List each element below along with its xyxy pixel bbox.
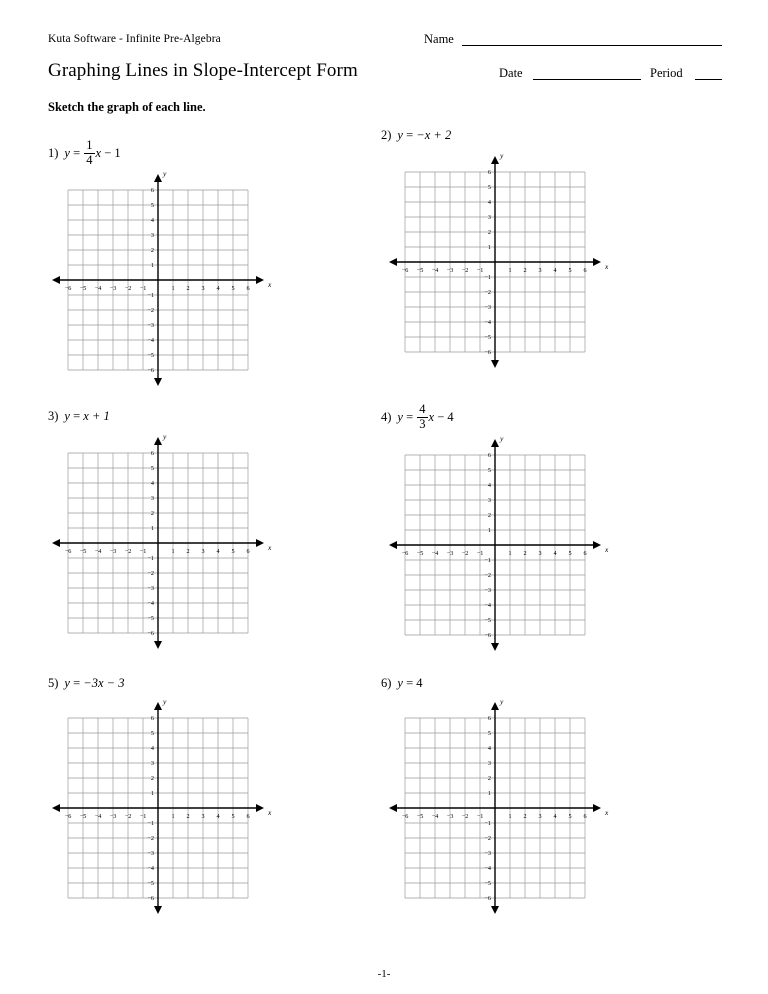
- x-tick-label: −6: [401, 550, 409, 557]
- x-axis-arrow-left: [52, 276, 60, 284]
- software-brand: Kuta Software - Infinite Pre-Algebra: [48, 33, 221, 45]
- coordinate-grid-3[interactable]: [48, 432, 272, 653]
- x-tick-label: −2: [461, 813, 469, 820]
- problem-4-lhs: y: [397, 410, 403, 424]
- x-tick-label: −4: [94, 813, 102, 820]
- y-tick-label: −3: [147, 322, 154, 330]
- y-tick-label: −4: [484, 865, 491, 873]
- x-tick-label: −6: [401, 267, 409, 274]
- x-axis-arrow-right: [256, 804, 264, 812]
- problem-4-fraction: [417, 403, 427, 431]
- x-axis-arrow-left: [389, 258, 397, 266]
- y-tick-label: 1: [150, 262, 154, 270]
- problem-5-statement: [48, 676, 124, 691]
- x-tick-label: 3: [538, 550, 542, 557]
- y-axis-arrow-down: [491, 643, 499, 651]
- y-tick-label: 1: [487, 527, 491, 535]
- x-tick-label: −3: [446, 813, 454, 820]
- problem-6-lhs: y: [397, 676, 403, 690]
- y-tick-label: 1: [487, 244, 491, 252]
- x-axis-arrow-right: [256, 276, 264, 284]
- x-tick-label: −2: [124, 285, 132, 292]
- coordinate-grid-4[interactable]: [385, 434, 609, 655]
- problem-4-variable: x: [428, 410, 435, 424]
- problem-3-number: 3): [48, 409, 59, 423]
- y-tick-label: −2: [484, 572, 491, 580]
- problem-2-number: 2): [381, 128, 392, 142]
- x-axis-arrow-left: [389, 804, 397, 812]
- y-tick-label: −6: [147, 895, 154, 903]
- problem-1-variable: x: [95, 146, 102, 160]
- y-tick-label: −3: [147, 850, 154, 858]
- x-tick-label: −1: [139, 285, 147, 292]
- date-label: Date: [499, 66, 523, 80]
- problem-4-denominator: 3: [419, 417, 426, 432]
- x-tick-label: 6: [583, 267, 587, 274]
- x-tick-label: −6: [401, 813, 409, 820]
- x-tick-label: −4: [94, 548, 102, 555]
- problem-4-equals: =: [406, 410, 414, 424]
- coordinate-grid-5[interactable]: [48, 697, 272, 918]
- coordinate-grid-2[interactable]: [385, 151, 609, 372]
- y-tick-label: 6: [487, 452, 491, 460]
- y-tick-label: −5: [147, 615, 154, 623]
- y-tick-label: 5: [487, 184, 491, 192]
- problem-1-graph[interactable]: [48, 169, 272, 390]
- y-tick-label: −1: [484, 557, 491, 565]
- problem-6-tail: 4: [416, 676, 423, 690]
- problem-2-lhs: y: [397, 128, 403, 142]
- x-axis-arrow-left: [52, 539, 60, 547]
- problem-6-graph[interactable]: [385, 697, 609, 918]
- y-axis-arrow-up: [154, 437, 162, 445]
- problem-1-statement: [48, 140, 121, 168]
- instructions: Sketch the graph of each line.: [48, 100, 206, 114]
- y-tick-label: 2: [487, 775, 491, 783]
- x-tick-label: −4: [94, 285, 102, 292]
- x-tick-label: −3: [446, 550, 454, 557]
- problem-5-graph[interactable]: [48, 697, 272, 918]
- y-axis-arrow-up: [491, 439, 499, 447]
- x-axis-label: x: [268, 543, 272, 552]
- x-tick-label: −1: [139, 813, 147, 820]
- x-axis-arrow-left: [389, 541, 397, 549]
- x-tick-label: 5: [568, 550, 572, 557]
- problem-2-statement: [381, 128, 451, 143]
- x-tick-label: 5: [231, 285, 235, 292]
- y-tick-label: −5: [147, 352, 154, 360]
- y-tick-label: −1: [147, 555, 154, 563]
- y-tick-label: 6: [487, 715, 491, 723]
- y-tick-label: −2: [147, 307, 154, 315]
- x-tick-label: −1: [476, 267, 484, 274]
- y-tick-label: 6: [150, 715, 154, 723]
- x-tick-label: −5: [416, 550, 424, 557]
- y-tick-label: 5: [487, 467, 491, 475]
- x-tick-label: 4: [216, 285, 220, 292]
- x-axis-label: x: [605, 545, 609, 554]
- x-tick-label: −2: [461, 550, 469, 557]
- y-tick-label: −3: [484, 587, 491, 595]
- x-tick-label: −1: [476, 550, 484, 557]
- y-axis-arrow-up: [491, 702, 499, 710]
- problem-5-tail: −3x − 3: [83, 676, 125, 690]
- y-tick-label: 2: [150, 510, 154, 518]
- problem-3-tail: x + 1: [83, 409, 110, 423]
- x-axis-arrow-right: [593, 804, 601, 812]
- problem-4-tail: − 4: [437, 410, 454, 424]
- problem-6-statement: [381, 676, 423, 691]
- x-tick-label: −3: [446, 267, 454, 274]
- problem-6-equals: =: [406, 676, 414, 690]
- y-tick-label: 5: [150, 730, 154, 738]
- y-tick-label: −6: [147, 630, 154, 638]
- x-tick-label: −5: [79, 813, 87, 820]
- problem-4-number: 4): [381, 410, 392, 424]
- y-tick-label: 2: [150, 247, 154, 255]
- x-tick-label: 3: [538, 267, 542, 274]
- problem-2-graph[interactable]: [385, 151, 609, 372]
- x-tick-label: −3: [109, 813, 117, 820]
- x-tick-label: 1: [171, 548, 175, 555]
- y-tick-label: 2: [150, 775, 154, 783]
- y-tick-label: 2: [487, 229, 491, 237]
- y-tick-label: 1: [150, 525, 154, 533]
- y-tick-label: 3: [487, 214, 491, 222]
- problem-5-number: 5): [48, 676, 59, 690]
- x-tick-label: −3: [109, 285, 117, 292]
- y-axis-arrow-up: [491, 156, 499, 164]
- x-axis-arrow-left: [52, 804, 60, 812]
- y-tick-label: 6: [487, 169, 491, 177]
- date-input-rule[interactable]: [533, 79, 641, 80]
- x-tick-label: 2: [186, 285, 190, 292]
- problem-3-equals: =: [73, 409, 81, 423]
- x-tick-label: 2: [523, 813, 527, 820]
- problem-1-equals: =: [73, 146, 81, 160]
- problem-5-equals: =: [73, 676, 81, 690]
- period-label: Period: [650, 66, 683, 80]
- y-tick-label: −6: [484, 349, 491, 357]
- problem-2-equals: =: [406, 128, 414, 142]
- y-tick-label: 4: [150, 480, 154, 488]
- problem-1-denominator: 4: [86, 153, 93, 168]
- y-axis-arrow-up: [154, 702, 162, 710]
- x-tick-label: 6: [583, 550, 587, 557]
- x-tick-label: 6: [583, 813, 587, 820]
- y-tick-label: −6: [147, 367, 154, 375]
- x-tick-label: 1: [508, 550, 512, 557]
- y-tick-label: −2: [484, 289, 491, 297]
- problem-1-fraction: [84, 139, 94, 167]
- x-tick-label: 5: [231, 548, 235, 555]
- problem-1-number: 1): [48, 146, 59, 160]
- y-axis-arrow-down: [491, 906, 499, 914]
- y-axis-label: y: [163, 697, 167, 706]
- y-axis-label: y: [163, 169, 167, 178]
- y-axis-label: y: [500, 151, 504, 160]
- x-tick-label: −1: [139, 548, 147, 555]
- x-tick-label: −5: [79, 285, 87, 292]
- x-axis-label: x: [268, 280, 272, 289]
- y-tick-label: 4: [150, 745, 154, 753]
- problem-5-lhs: y: [64, 676, 70, 690]
- x-tick-label: 2: [186, 548, 190, 555]
- x-tick-label: 3: [538, 813, 542, 820]
- problem-1-numerator: 1: [86, 138, 93, 152]
- problem-3-statement: [48, 409, 110, 424]
- x-tick-label: 4: [553, 550, 557, 557]
- x-tick-label: 2: [186, 813, 190, 820]
- y-tick-label: −2: [147, 835, 154, 843]
- y-tick-label: 3: [487, 760, 491, 768]
- x-tick-label: −2: [124, 813, 132, 820]
- y-axis-arrow-down: [154, 378, 162, 386]
- y-tick-label: −4: [147, 337, 154, 345]
- x-tick-label: 3: [201, 548, 205, 555]
- x-tick-label: 5: [231, 813, 235, 820]
- y-tick-label: −5: [484, 617, 491, 625]
- problem-4-numerator: 4: [419, 402, 426, 416]
- x-tick-label: 4: [553, 813, 557, 820]
- y-tick-label: 1: [150, 790, 154, 798]
- y-tick-label: 6: [150, 450, 154, 458]
- name-input-rule[interactable]: [462, 45, 722, 46]
- y-tick-label: 4: [487, 745, 491, 753]
- y-tick-label: 6: [150, 187, 154, 195]
- problem-1-lhs: y: [64, 146, 70, 160]
- y-tick-label: −3: [484, 304, 491, 312]
- x-tick-label: 1: [508, 267, 512, 274]
- x-axis-label: x: [605, 808, 609, 817]
- y-axis-arrow-down: [154, 641, 162, 649]
- problem-4-statement: [381, 404, 454, 432]
- y-tick-label: −5: [484, 880, 491, 888]
- y-axis-label: y: [163, 432, 167, 441]
- problem-3-lhs: y: [64, 409, 70, 423]
- x-axis-arrow-right: [593, 541, 601, 549]
- y-tick-label: 4: [487, 482, 491, 490]
- y-tick-label: −4: [147, 865, 154, 873]
- x-tick-label: −6: [64, 548, 72, 555]
- y-tick-label: −2: [147, 570, 154, 578]
- x-tick-label: 2: [523, 267, 527, 274]
- x-tick-label: 1: [171, 285, 175, 292]
- x-tick-label: −6: [64, 285, 72, 292]
- x-tick-label: 4: [216, 813, 220, 820]
- x-tick-label: −4: [431, 813, 439, 820]
- y-tick-label: 5: [150, 202, 154, 210]
- y-tick-label: −4: [484, 319, 491, 327]
- y-tick-label: 3: [150, 760, 154, 768]
- x-tick-label: −3: [109, 548, 117, 555]
- x-tick-label: 3: [201, 285, 205, 292]
- y-tick-label: −4: [484, 602, 491, 610]
- y-tick-label: 4: [487, 199, 491, 207]
- y-tick-label: −1: [147, 820, 154, 828]
- x-tick-label: 6: [246, 813, 250, 820]
- coordinate-grid-1[interactable]: [48, 169, 272, 390]
- y-tick-label: −5: [484, 334, 491, 342]
- y-axis-arrow-down: [154, 906, 162, 914]
- x-tick-label: 1: [508, 813, 512, 820]
- problem-3-graph[interactable]: [48, 432, 272, 653]
- x-tick-label: −6: [64, 813, 72, 820]
- problem-1-tail: − 1: [104, 146, 121, 160]
- y-tick-label: −4: [147, 600, 154, 608]
- x-axis-label: x: [268, 808, 272, 817]
- y-tick-label: −1: [147, 292, 154, 300]
- y-tick-label: −1: [484, 820, 491, 828]
- problem-2-tail: −x + 2: [416, 128, 452, 142]
- page-title: Graphing Lines in Slope-Intercept Form: [48, 60, 358, 81]
- x-axis-label: x: [605, 262, 609, 271]
- name-label: Name: [424, 32, 454, 46]
- y-tick-label: −3: [147, 585, 154, 593]
- y-tick-label: 4: [150, 217, 154, 225]
- y-tick-label: 5: [487, 730, 491, 738]
- x-tick-label: 4: [216, 548, 220, 555]
- x-tick-label: 4: [553, 267, 557, 274]
- x-tick-label: 5: [568, 813, 572, 820]
- problem-4-graph[interactable]: [385, 434, 609, 655]
- x-axis-arrow-right: [593, 258, 601, 266]
- x-tick-label: −4: [431, 550, 439, 557]
- y-axis-label: y: [500, 434, 504, 443]
- coordinate-grid-6[interactable]: [385, 697, 609, 918]
- x-tick-label: −2: [461, 267, 469, 274]
- x-tick-label: −5: [79, 548, 87, 555]
- page-number: -1-: [377, 968, 391, 980]
- x-tick-label: 2: [523, 550, 527, 557]
- x-tick-label: 1: [171, 813, 175, 820]
- x-tick-label: −1: [476, 813, 484, 820]
- y-axis-arrow-up: [154, 174, 162, 182]
- y-tick-label: −6: [484, 895, 491, 903]
- y-tick-label: −1: [484, 274, 491, 282]
- period-input-rule[interactable]: [695, 79, 722, 80]
- y-axis-arrow-down: [491, 360, 499, 368]
- y-tick-label: −3: [484, 850, 491, 858]
- y-tick-label: −2: [484, 835, 491, 843]
- y-tick-label: 3: [150, 495, 154, 503]
- y-tick-label: 1: [487, 790, 491, 798]
- problem-6-number: 6): [381, 676, 392, 690]
- y-tick-label: −6: [484, 632, 491, 640]
- y-tick-label: 3: [487, 497, 491, 505]
- x-tick-label: −5: [416, 813, 424, 820]
- y-tick-label: 2: [487, 512, 491, 520]
- page-footer: [0, 968, 768, 980]
- x-tick-label: 3: [201, 813, 205, 820]
- y-tick-label: 3: [150, 232, 154, 240]
- x-tick-label: −4: [431, 267, 439, 274]
- x-tick-label: −5: [416, 267, 424, 274]
- x-tick-label: 6: [246, 285, 250, 292]
- x-tick-label: 5: [568, 267, 572, 274]
- x-tick-label: 6: [246, 548, 250, 555]
- y-axis-label: y: [500, 697, 504, 706]
- x-axis-arrow-right: [256, 539, 264, 547]
- y-tick-label: −5: [147, 880, 154, 888]
- x-tick-label: −2: [124, 548, 132, 555]
- y-tick-label: 5: [150, 465, 154, 473]
